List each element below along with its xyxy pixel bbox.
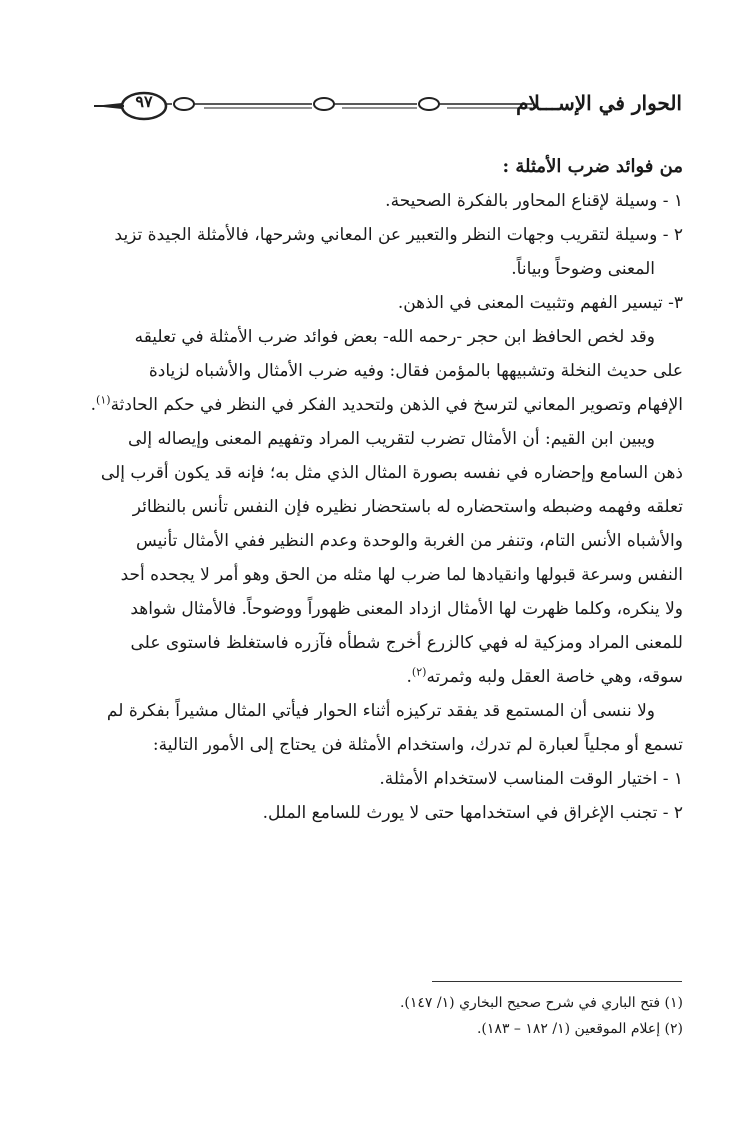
body-line: على حديث النخلة وتشبيهها بالمؤمن فقال: وفيه ضرب الأمثال والأشباه لزيادة [148, 361, 683, 381]
body-line: وقد لخص الحافظ ابن حجر -رحمه الله- بعض فوائد ضرب الأمثلة في تعليقه [134, 327, 655, 347]
footnote-ref: (١) [96, 393, 111, 407]
body-line: ولا ننسى أن المستمع قد يفقد تركيزه أثناء الحوار فيأتي المثال مشيراً بفكرة لم [106, 701, 655, 721]
body-line-text: سوقه، وهي خاصة العقل ولبه وثمرته [426, 667, 683, 687]
body-line: ٢ - تجنب الإغراق في استخدامها حتى لا يورث للسامع الملل. [262, 803, 683, 823]
body-line: الإفهام وتصوير المعاني لترسخ في الذهن ولتحديد الفكر في النظر في حكم الحادثة$^{(١)}$. [90, 393, 683, 415]
body-line: ٢ - وسيلة لتقريب وجهات النظر والتعبير عن المعاني وشرحها، فالأمثلة الجيدة تزيد [114, 225, 683, 245]
header-title: الحوار في الإســـلام [516, 91, 682, 115]
section-heading: من فوائد ضرب الأمثلة : [502, 156, 683, 177]
footnotes [223, 990, 683, 1042]
footnote: (٢) إعلام الموقعين (١/ ١٨٢ – ١٨٣). [476, 1021, 683, 1037]
footnote: (١) فتح الباري في شرح صحيح البخاري (١/ ١٤٧). [399, 995, 683, 1011]
running-header [92, 86, 682, 126]
body-line: النفس وسرعة قبولها وانقيادها لما ضرب لها مثله من الحق وهو أمر لا يجحده أحد [120, 565, 683, 585]
body-line: ويبين ابن القيم: أن الأمثال تضرب لتقريب المراد وتفهيم المعنى وإيصاله إلى [127, 429, 655, 449]
body-line: ولا ينكره، وكلما ظهرت لها الأمثال ازداد المعنى ظهوراً ووضوحاً. فالأمثال شواهد [130, 599, 683, 619]
footnote-divider [432, 981, 682, 982]
body-line: تعلقه وفهمه وضبطه واستحضاره له باستحضار نظيره فإن النفس تأنس بالنظائر [132, 497, 683, 517]
body-text [75, 150, 683, 830]
footnote-ref: (٢) [411, 665, 427, 679]
body-line: ٣- تيسير الفهم وتثبيت المعنى في الذهن. [397, 293, 683, 313]
body-line-text: الإفهام وتصوير المعاني لترسخ في الذهن ولتحديد الفكر في النظر في حكم الحادثة [110, 395, 683, 415]
body-line: المعنى وضوحاً وبياناً. [511, 259, 655, 279]
page-number: ٩٧ [135, 92, 153, 111]
body-line: ١ - وسيلة لإقناع المحاور بالفكرة الصحيحة. [385, 191, 683, 211]
body-line: سوقه، وهي خاصة العقل ولبه وثمرته$^{(٢)}$. [406, 665, 683, 687]
body-line: والأشباه الأنس التام، وتنفر من الغربة والوحدة وعدم النظير ففي الأمثال تأنيس [135, 531, 683, 551]
body-line: تسمع أو مجلياً لعبارة لم تدرك، واستخدام الأمثلة فن يحتاج إلى الأمور التالية: [152, 735, 683, 755]
body-line: للمعنى المراد ومزكية له فهي كالزرع أخرج شطأه فآزره فاستغلظ فاستوى على [130, 633, 683, 653]
body-line: ذهن السامع وإحضاره في نفسه بصورة المثال الذي مثل به؛ فإنه قد يكون أقرب إلى [100, 463, 683, 483]
body-line: ١ - اختيار الوقت المناسب لاستخدام الأمثلة. [379, 769, 683, 789]
